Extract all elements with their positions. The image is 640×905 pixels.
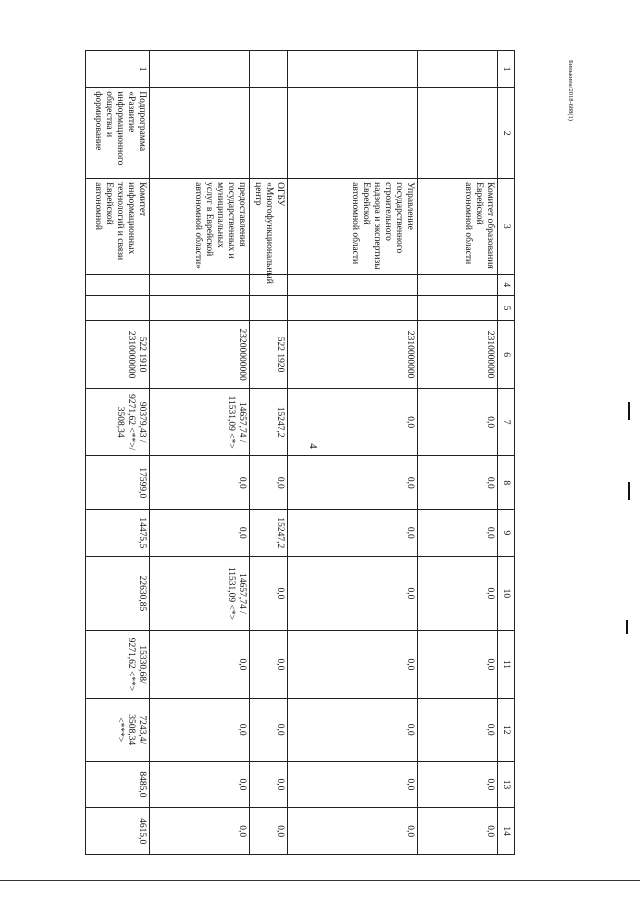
budget-table (85, 50, 515, 855)
table-row (86, 51, 150, 855)
header-cell: 1 (498, 51, 515, 88)
table-cell (250, 88, 288, 179)
table-cell (418, 88, 498, 179)
header-cell: 3 (498, 179, 515, 275)
table-cell (150, 88, 250, 179)
table-cell: 2310000000 (288, 321, 418, 389)
table-cell: 0,0 (288, 510, 418, 557)
table-cell: 0,0 (418, 631, 498, 699)
table-cell: 90379,43 / 9271,62 <**>/ 3508,34 (86, 388, 150, 456)
table-cell (86, 295, 150, 321)
table-cell: 0,0 (150, 631, 250, 699)
header-cell: 8 (498, 456, 515, 510)
table-cell (86, 274, 150, 295)
table-cell: 0,0 (288, 698, 418, 761)
table-cell: ОГБУ «Многофункциональный центр (250, 179, 288, 275)
scan-mark (628, 482, 630, 500)
table-cell: 522 1910 2310000000 (86, 321, 150, 389)
table-cell: 0,0 (250, 456, 288, 510)
table-cell (288, 295, 418, 321)
table-cell (288, 88, 418, 179)
header-cell: 10 (498, 556, 515, 631)
header-cell: 4 (498, 274, 515, 295)
header-cell: 11 (498, 631, 515, 699)
table-cell: 0,0 (250, 631, 288, 699)
table-row (418, 51, 498, 855)
page-number: 4 (306, 443, 319, 449)
table-cell: 0,0 (150, 761, 250, 808)
table-cell: 0,0 (418, 808, 498, 855)
table-cell: Управление государственного строительного надзора и экспертизы Еврейской автономной области (288, 179, 418, 275)
table-cell: 0,0 (250, 556, 288, 631)
table-cell (250, 295, 288, 321)
header-cell: 5 (498, 295, 515, 321)
table-cell: 0,0 (250, 808, 288, 855)
table-cell: 15330,68/ 9271,62 <**> (86, 631, 150, 699)
table-cell (150, 295, 250, 321)
table-cell: Подпрограмма «Развитие информационного общества и формирование (86, 88, 150, 179)
table-cell: 1 (86, 51, 150, 88)
table-cell (250, 51, 288, 88)
header-row (498, 51, 515, 855)
table-cell: 0,0 (250, 761, 288, 808)
table-cell: 0,0 (150, 698, 250, 761)
scan-mark (628, 402, 630, 420)
table-cell: 0,0 (288, 388, 418, 456)
header-cell: 12 (498, 698, 515, 761)
table-cell: Комитет информационных технологий и связи Еврейской автономной (86, 179, 150, 275)
table-cell: 0,0 (150, 456, 250, 510)
document-code-text: Бинькина/2018-688(1) (567, 60, 574, 121)
table-cell: 0,0 (288, 456, 418, 510)
document-code (560, 60, 580, 480)
table-cell: 0,0 (418, 510, 498, 557)
table-cell: 14475,5 (86, 510, 150, 557)
table-cell (288, 51, 418, 88)
table-cell: 0,0 (288, 631, 418, 699)
table-cell: 0,0 (418, 388, 498, 456)
table-cell (418, 274, 498, 295)
page-bottom-rule (0, 880, 640, 881)
scan-mark (626, 620, 628, 634)
table-cell: 23200000000 (150, 321, 250, 389)
header-cell: 6 (498, 321, 515, 389)
table-cell: 4615,0 (86, 808, 150, 855)
table-cell: 0,0 (418, 761, 498, 808)
table-cell: 0,0 (288, 761, 418, 808)
table-cell: предоставления государственных и муниципальных услуг в Еврейской автономной области» (150, 179, 250, 275)
table-cell: 15247,2 (250, 510, 288, 557)
table-row (150, 51, 250, 855)
table-cell: 0,0 (250, 698, 288, 761)
table-cell (150, 51, 250, 88)
header-cell: 9 (498, 510, 515, 557)
table-cell: 14657,74 / 11531,09 <*> (150, 388, 250, 456)
budget-table-container (85, 50, 515, 855)
table-cell: 0,0 (150, 510, 250, 557)
header-cell: 7 (498, 388, 515, 456)
table-cell: Комитет образования Еврейской автономной области (418, 179, 498, 275)
table-row (250, 51, 288, 855)
table-cell (288, 274, 418, 295)
table-cell: 522 1920 (250, 321, 288, 389)
table-cell: 7243,4/ 3508,34 <***> (86, 698, 150, 761)
table-cell: 0,0 (418, 556, 498, 631)
table-row (288, 51, 418, 855)
table-cell (150, 274, 250, 295)
table-cell: 22630,85 (86, 556, 150, 631)
table-cell: 0,0 (150, 808, 250, 855)
table-cell: 15247,2 (250, 388, 288, 456)
table-cell: 0,0 (288, 808, 418, 855)
table-cell (418, 295, 498, 321)
table-cell: 14657,74 / 11531,09 <*> (150, 556, 250, 631)
table-cell: 0,0 (288, 556, 418, 631)
table-cell: 0,0 (418, 456, 498, 510)
header-cell: 2 (498, 88, 515, 179)
table-cell: 0,0 (418, 698, 498, 761)
table-cell (418, 51, 498, 88)
table-cell: 2310000000 (418, 321, 498, 389)
table-cell: 8485,0 (86, 761, 150, 808)
header-cell: 14 (498, 808, 515, 855)
header-cell: 13 (498, 761, 515, 808)
table-cell: 17599,0 (86, 456, 150, 510)
rotated-table-frame (85, 50, 515, 855)
